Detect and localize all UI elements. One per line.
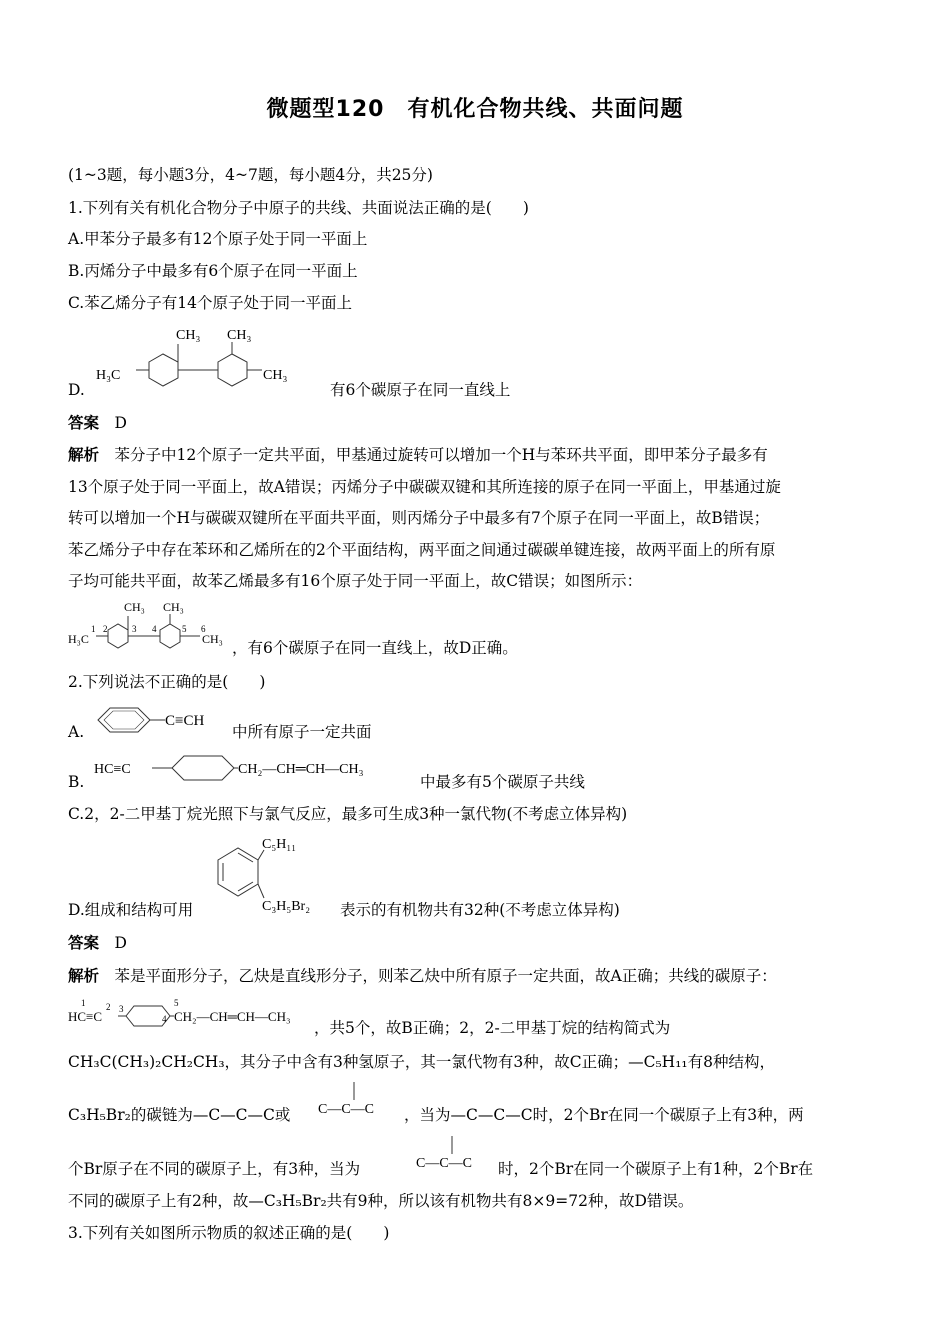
q1-num-6: 6 [201, 624, 206, 634]
q1-option-d-label: D. [68, 381, 85, 399]
q1-num-4: 4 [152, 624, 157, 634]
page-title: 微题型120 有机化合物共线、共面问题 [266, 97, 684, 122]
q2-analysis-line-4b: ，当为—C—C—C时，2个Br在同一个碳原子上有3种，两 [404, 1106, 804, 1124]
q2-option-a-text: 中所有原子一定共面 [232, 723, 372, 741]
q1-answer-label: 答案 [68, 413, 100, 432]
q2-d-bottom-substituent: C₃H₅Br₂ [262, 899, 311, 914]
q1-num-methyl-top1: CH₃ [124, 600, 145, 614]
q2-chain-1-text: C—C—C [318, 1102, 375, 1117]
q1-option-d-text: 有6个碳原子在同一直线上 [330, 381, 511, 399]
q2-a-phenylacetylene-structure [92, 700, 227, 742]
q2-num-4: 4 [162, 1014, 167, 1024]
q1-option-a: A.甲苯分子最多有12个原子处于同一平面上 [68, 230, 368, 248]
q2-analysis-line-5b: 时，2个Br在同一个碳原子上有1种，2个Br在 [498, 1160, 814, 1178]
q1-answer-value: D [114, 414, 127, 432]
q1-d-methyl-left: H₃C [96, 368, 121, 383]
q2-answer-label: 答案 [68, 933, 100, 952]
q2-num-5: 5 [174, 998, 179, 1008]
q1-d-methyl-top1: CH₃ [176, 328, 201, 343]
q2-answer-value: D [114, 934, 127, 952]
q2-analysis-line-3: CH₃C(CH₃)₂CH₂CH₃，其分子中含有3种氢原子，其一氯代物有3种，故C正确；—C₅H₁₁有8种结构， [68, 1053, 775, 1071]
q2-analysis-line-4a: C₃H₅Br₂的碳链为—C—C—C或 [68, 1106, 291, 1124]
q2-option-c: C.2，2-二甲基丁烷光照下与氯气反应，最多可生成3种一氯代物(不考虑立体异构) [68, 805, 628, 823]
q2-option-d-label: D.组成和结构可用 [68, 901, 194, 919]
q1-num-5: 5 [182, 624, 187, 634]
q1-num-methyl-left: H₃C [68, 632, 89, 646]
q2-option-b-text: 中最多有5个碳原子共线 [420, 773, 585, 791]
q2-option-a-label: A. [68, 723, 85, 741]
q2-option-b-label: B. [68, 773, 85, 791]
q1-analysis-line-3: 转可以增加一个H与碳碳双键所在平面共平面，则丙烯分子中最多有7个原子在同一平面上，故B错误； [68, 509, 770, 527]
q1-option-b: B.丙烯分子中最多有6个原子在同一平面上 [68, 262, 358, 280]
q1-answer [68, 413, 127, 433]
q2-analysis-line-1: 解析 苯是平面形分子，乙炔是直线形分子，则苯乙炔中所有原子一定共面，故A正确；共线的碳原子： [68, 966, 777, 985]
q1-option-c: C.苯乙烯分子有14个原子处于同一平面上 [68, 294, 352, 312]
q1-analysis-line-2: 13个原子处于同一平面上，故A错误；丙烯分子中碳碳双键和其所连接的原子在同一平面上，甲基通过旋 [68, 478, 781, 496]
q1-stem: 1.下列有关有机化合物分子中原子的共线、共面说法正确的是( ) [68, 199, 529, 217]
q1-num-1: 1 [91, 624, 96, 634]
q2-num-1: 1 [81, 998, 86, 1008]
q2-b-enyne-structure [94, 750, 414, 786]
q2-analysis-line-2: ，共5个，故B正确；2，2-二甲基丁烷的结构简式为 [314, 1019, 671, 1037]
q2-a-alkyne-group: C≡CH [165, 713, 205, 729]
q2-b-left-group: HC≡C [94, 762, 131, 777]
q2-answer [68, 933, 127, 953]
q2-num-right-chain: CH₂—CH═CH—CH₃ [174, 1009, 291, 1024]
q2-stem: 2.下列说法不正确的是( ) [68, 673, 266, 691]
q1-num-methyl-right: CH₃ [202, 632, 223, 646]
q2-d-top-substituent: C₅H₁₁ [262, 837, 297, 852]
q2-b-right-chain: CH₂—CH═CH—CH₃ [238, 762, 364, 777]
q1-analysis-line-1: 解析 苯分子中12个原子一定共平面，甲基通过旋转可以增加一个H与苯环共平面，即甲苯分子最多有 [68, 445, 768, 464]
q1-analysis-line-4: 苯乙烯分子中存在苯环和乙烯所在的2个平面结构，两平面之间通过碳碳单键连接，故两平面上的所有原 [68, 541, 776, 559]
score-note: (1~3题，每小题3分，4~7题，每小题4分，共25分) [68, 166, 433, 184]
q1-num-methyl-top2: CH₃ [163, 600, 184, 614]
q2-analysis-line-5a: 个Br原子在不同的碳原子上，有3种，当为 [68, 1160, 361, 1178]
q2-num-left-group: HC≡C [68, 1009, 103, 1024]
q2-numbered-enyne-structure [68, 996, 318, 1030]
q1-numbered-biphenyl-structure [68, 598, 248, 653]
q1-analysis-label: 解析 [68, 445, 100, 464]
q2-branched-chain-structure-2 [416, 1134, 492, 1174]
q1-d-dimethylbiphenyl-structure [92, 322, 327, 397]
q2-analysis-label: 解析 [68, 966, 100, 985]
q2-analysis-line-6: 不同的碳原子上有2种，故—C₃H₅Br₂共有9种，所以该有机物共有8×9=72种，故D错误。 [68, 1192, 694, 1210]
q2-option-d-text: 表示的有机物共有32种(不考虑立体异构) [340, 901, 620, 919]
q2-num-3: 3 [119, 1004, 124, 1014]
q2-branched-chain-structure-1 [318, 1080, 394, 1120]
q1-num-2: 2 [103, 624, 108, 634]
q1-analysis-line-6: ，有6个碳原子在同一直线上，故D正确。 [232, 639, 518, 657]
q3-stem: 3.下列有关如图所示物质的叙述正确的是( ) [68, 1224, 390, 1242]
q1-d-methyl-top2: CH₃ [227, 328, 252, 343]
q2-d-disubstituted-benzene-structure [212, 832, 332, 920]
q1-d-methyl-right: CH₃ [263, 368, 288, 383]
q2-chain-2-text: C—C—C [416, 1156, 473, 1171]
q2-num-2: 2 [106, 1002, 111, 1012]
q1-num-3: 3 [132, 624, 137, 634]
q1-analysis-line-5: 子均可能共平面，故苯乙烯最多有16个原子处于同一平面上，故C错误；如图所示： [68, 572, 643, 590]
